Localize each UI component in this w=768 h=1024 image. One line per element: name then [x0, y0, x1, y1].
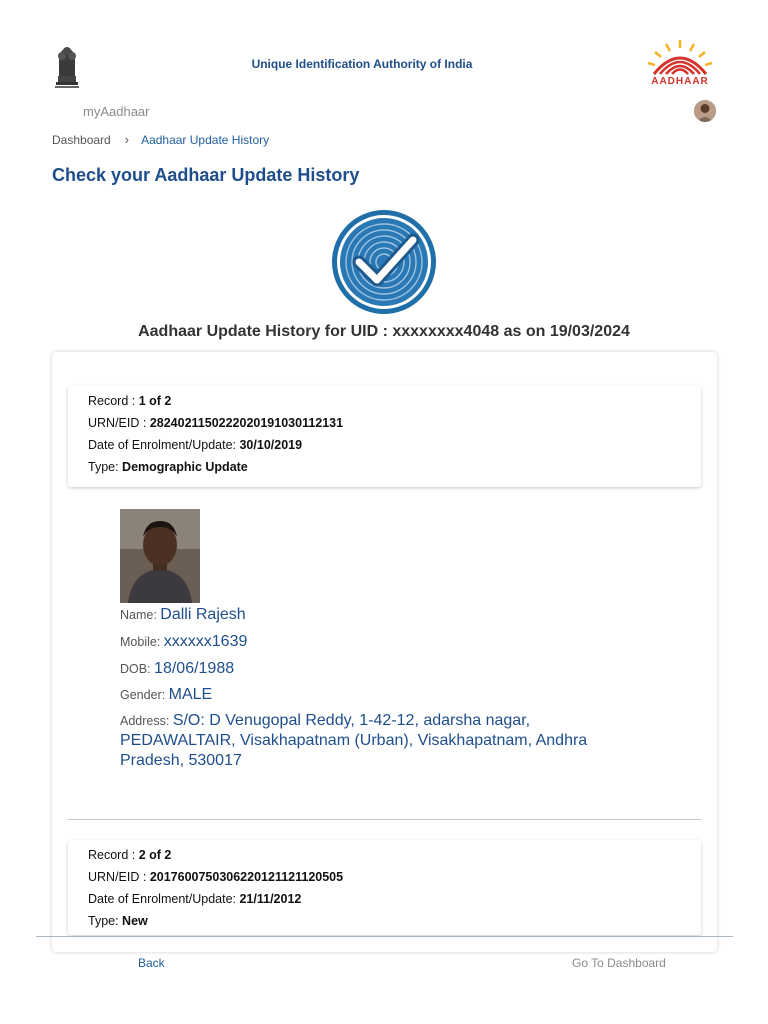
resident-photo [120, 509, 200, 603]
record-urn: URN/EID : 2017600750306220121121120505 [88, 870, 344, 884]
record-type: Type: Demographic Update [88, 460, 248, 474]
back-button[interactable]: Back [138, 956, 165, 970]
go-to-dashboard-button[interactable]: Go To Dashboard [572, 956, 666, 970]
verified-check-icon [329, 210, 439, 314]
header [0, 0, 768, 100]
gender-field: Gender: MALE [120, 686, 213, 703]
dob-field: DOB: 18/06/1988 [120, 660, 235, 677]
record-date: Date of Enrolment/Update: 21/11/2012 [88, 892, 302, 906]
aadhaar-logo-icon: AADHAAR [640, 38, 720, 90]
update-history-title: Aadhaar Update History for UID : xxxxxxxx4048 as on 19/03/2024 [138, 323, 630, 340]
record-number: Record : 1 of 2 [88, 394, 172, 408]
record-summary-1 [68, 386, 701, 487]
record-type: Type: New [88, 914, 148, 928]
breadcrumb [52, 132, 269, 147]
org-title: Unique Identification Authority of India [251, 57, 473, 71]
name-field: Name: Dalli Rajesh [120, 606, 246, 623]
footer-divider [36, 936, 733, 937]
record-date: Date of Enrolment/Update: 30/10/2019 [88, 438, 303, 452]
address-field: Address: S/O: D Venugopal Reddy, 1-42-12, adarsha nagar, PEDAWALTAIR, Visakhapatnam (Urban), Visakhapatnam, Andhra Pradesh, 530017 [120, 712, 588, 769]
record-urn: URN/EID : 2824021150222020191030112131 [88, 416, 344, 430]
app-name: myAadhaar [83, 104, 150, 119]
record-summary-2 [68, 840, 701, 935]
mobile-field: Mobile: xxxxxx1639 [120, 633, 248, 650]
chevron-right-icon: › [124, 132, 130, 147]
record-number: Record : 2 of 2 [88, 848, 172, 862]
page-title: Check your Aadhaar Update History [52, 165, 360, 185]
breadcrumb-current: Aadhaar Update History [141, 132, 270, 147]
breadcrumb-dashboard-link[interactable]: Dashboard [52, 132, 111, 147]
avatar[interactable] [694, 100, 716, 122]
record-divider [68, 819, 701, 820]
